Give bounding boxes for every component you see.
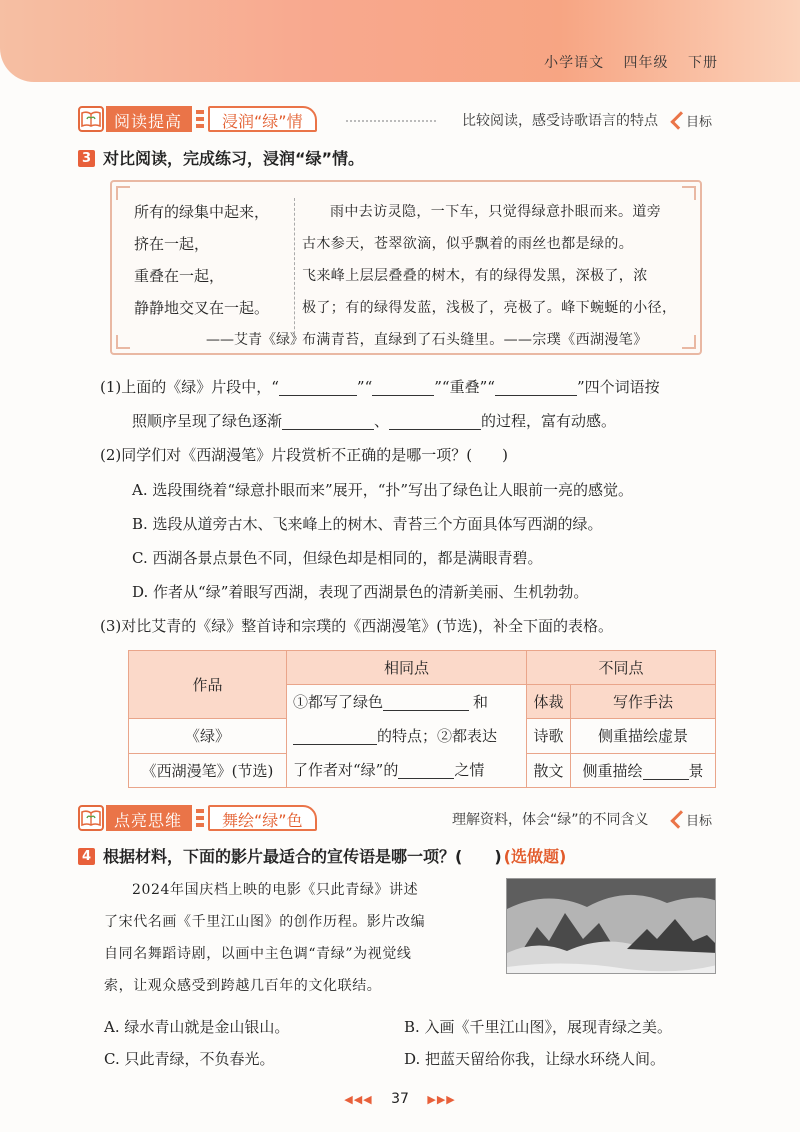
option-a[interactable]: A. 绿水青山就是金山银山。 (104, 1018, 290, 1036)
answer-blank[interactable] (282, 412, 374, 430)
answer-blank[interactable] (293, 727, 377, 745)
table-header-method: 写作手法 (571, 685, 716, 719)
text: 、 (374, 412, 390, 430)
passage-line: 索，让观众感受到跨越几百年的文化联结。 (104, 978, 382, 994)
same-points-cell (287, 685, 527, 788)
table-header-genre: 体裁 (527, 685, 571, 719)
goal-tag: 目标 (672, 810, 712, 829)
grade-label: 四年级 (623, 55, 669, 71)
section-banner-thinking (78, 804, 317, 832)
section-subtitle: 浸润“绿”情 (208, 106, 317, 132)
prose-line: 极了；有的绿得发蓝，浅极了，亮极了。峰下蜿蜒的小径， (302, 300, 677, 316)
answer-blank[interactable] (383, 693, 469, 711)
landscape-painting-image (506, 878, 716, 974)
text: 之情 (454, 761, 485, 779)
question-3-part-3: (3)对比艾青的《绿》整首诗和宗璞的《西湖漫笔》(节选)，补全下面的表格。 (100, 617, 613, 635)
right-arrows-icon: ▶▶▶ (427, 1093, 456, 1106)
answer-blank[interactable] (389, 412, 481, 430)
option-a[interactable]: A. 选段围绕着“绿意扑眼而来”展开，“扑”写出了绿色让人眼前一亮的感觉。 (132, 481, 634, 499)
answer-blank[interactable] (279, 378, 357, 396)
table-cell-work: 《西湖漫笔》(节选) (129, 753, 287, 787)
volume-label: 下册 (688, 55, 718, 71)
section-goal: 理解资料，体会“绿”的不同含义 (452, 812, 649, 828)
passage-line: 2024年国庆档上映的电影《只此青绿》讲述 (132, 882, 419, 898)
table-cell-work: 《绿》 (129, 719, 287, 753)
answer-blank[interactable] (398, 761, 454, 779)
question-3-part-1-line-2 (132, 406, 616, 436)
text: (1)上面的《绿》片段中，“ (100, 378, 279, 396)
passage-line: 自同名舞蹈诗剧，以画中主色调“青绿”为视觉线 (104, 946, 412, 962)
table-header-work: 作品 (129, 651, 287, 719)
page-footer (0, 1091, 800, 1107)
question-number: 4 (78, 848, 95, 865)
text: ”四个词语按 (576, 378, 660, 396)
question-3-part-2: (2)同学们对《西湖漫笔》片段赏析不正确的是哪一项？( ) (100, 446, 508, 464)
banner-divider (196, 110, 204, 128)
table-cell-genre: 散文 (527, 753, 571, 787)
option-b[interactable]: B. 选段从道旁古木、飞来峰上的树木、青苔三个方面具体写西湖的绿。 (132, 515, 603, 533)
left-arrows-icon: ◀◀◀ (344, 1093, 373, 1106)
poem-excerpt (134, 196, 304, 356)
optional-tag: (选做题) (503, 847, 567, 866)
question-3-title (78, 146, 364, 169)
section-banner-reading (78, 105, 317, 133)
prose-line: 飞来峰上层层叠叠的树木，有的绿得发黑，深极了，浓 (302, 268, 648, 284)
question-4-title (78, 844, 566, 867)
reading-passage-box (110, 180, 702, 355)
subject-label: 小学语文 (544, 55, 605, 71)
text: ①都写了绿色 (293, 693, 384, 711)
material-passage (104, 874, 502, 1002)
comparison-table (128, 650, 716, 788)
poem-line: 重叠在一起， (134, 267, 225, 285)
answer-blank[interactable] (643, 762, 689, 780)
prose-line: 布满青苔，直绿到了石头缝里。——宗璞《西湖漫笔》 (302, 332, 648, 348)
answer-blank[interactable] (372, 378, 434, 396)
text: ”“重叠”“ (434, 378, 495, 396)
book-icon (78, 106, 104, 132)
dotted-line (346, 120, 436, 122)
text: ”“ (356, 378, 373, 396)
table-header-same: 相同点 (287, 651, 527, 685)
question-text: 对比阅读，完成练习，浸润“绿”情。 (103, 149, 365, 168)
option-c[interactable]: C. 西湖各景点景色不同，但绿色却是相同的，都是满眼青碧。 (132, 549, 543, 567)
text: 和 (473, 693, 489, 711)
section-goal: 比较阅读，感受诗歌语言的特点 (462, 113, 658, 129)
table-header-diff: 不同点 (527, 651, 716, 685)
poem-line: 静静地交叉在一起。 (134, 299, 270, 317)
passage-line: 了宋代名画《千里江山图》的创作历程。影片改编 (104, 914, 426, 930)
page-number: 37 (391, 1091, 409, 1107)
option-b[interactable]: B. 入画《千里江山图》，展现青绿之美。 (404, 1018, 673, 1036)
prose-line: 雨中去访灵隐，一下车，只觉得绿意扑眼而来。道旁 (330, 204, 662, 220)
banner-divider (196, 809, 204, 827)
question-number: 3 (78, 150, 95, 167)
section-title: 点亮思维 (106, 805, 192, 831)
prose-line: 古木参天，苍翠欲滴，似乎飘着的雨丝也都是绿的。 (302, 236, 634, 252)
table-cell-method (571, 753, 716, 787)
text: 侧重描绘 (582, 761, 643, 780)
table-cell-genre: 诗歌 (527, 719, 571, 753)
book-info (530, 52, 718, 72)
goal-tag: 目标 (672, 111, 712, 130)
section-subtitle: 舞绘“绿”色 (208, 805, 317, 831)
text: 景 (688, 761, 704, 780)
section-title: 阅读提高 (106, 106, 192, 132)
option-c[interactable]: C. 只此青绿，不负春光。 (104, 1050, 275, 1068)
table-cell-method: 侧重描绘虚景 (571, 719, 716, 753)
book-icon (78, 805, 104, 831)
text: 照顺序呈现了绿色逐渐 (132, 412, 283, 430)
question-3-part-1 (100, 372, 660, 402)
prose-excerpt (302, 196, 698, 356)
poem-line: 所有的绿集中起来， (134, 203, 270, 221)
text: 的过程，富有动感。 (481, 412, 617, 430)
poem-line: 挤在一起， (134, 235, 210, 253)
question-text: 根据材料，下面的影片最适合的宣传语是哪一项？( ) (103, 847, 502, 866)
poem-source: ——艾青《绿》 (206, 332, 304, 348)
text: 的特点；②都表达 (377, 727, 498, 745)
answer-blank[interactable] (495, 378, 577, 396)
text: 了作者对“绿”的 (293, 761, 399, 779)
option-d[interactable]: D. 作者从“绿”着眼写西湖，表现了西湖景色的清新美丽、生机勃勃。 (132, 583, 589, 601)
divider (294, 198, 295, 344)
option-d[interactable]: D. 把蓝天留给你我，让绿水环绕人间。 (404, 1050, 666, 1068)
